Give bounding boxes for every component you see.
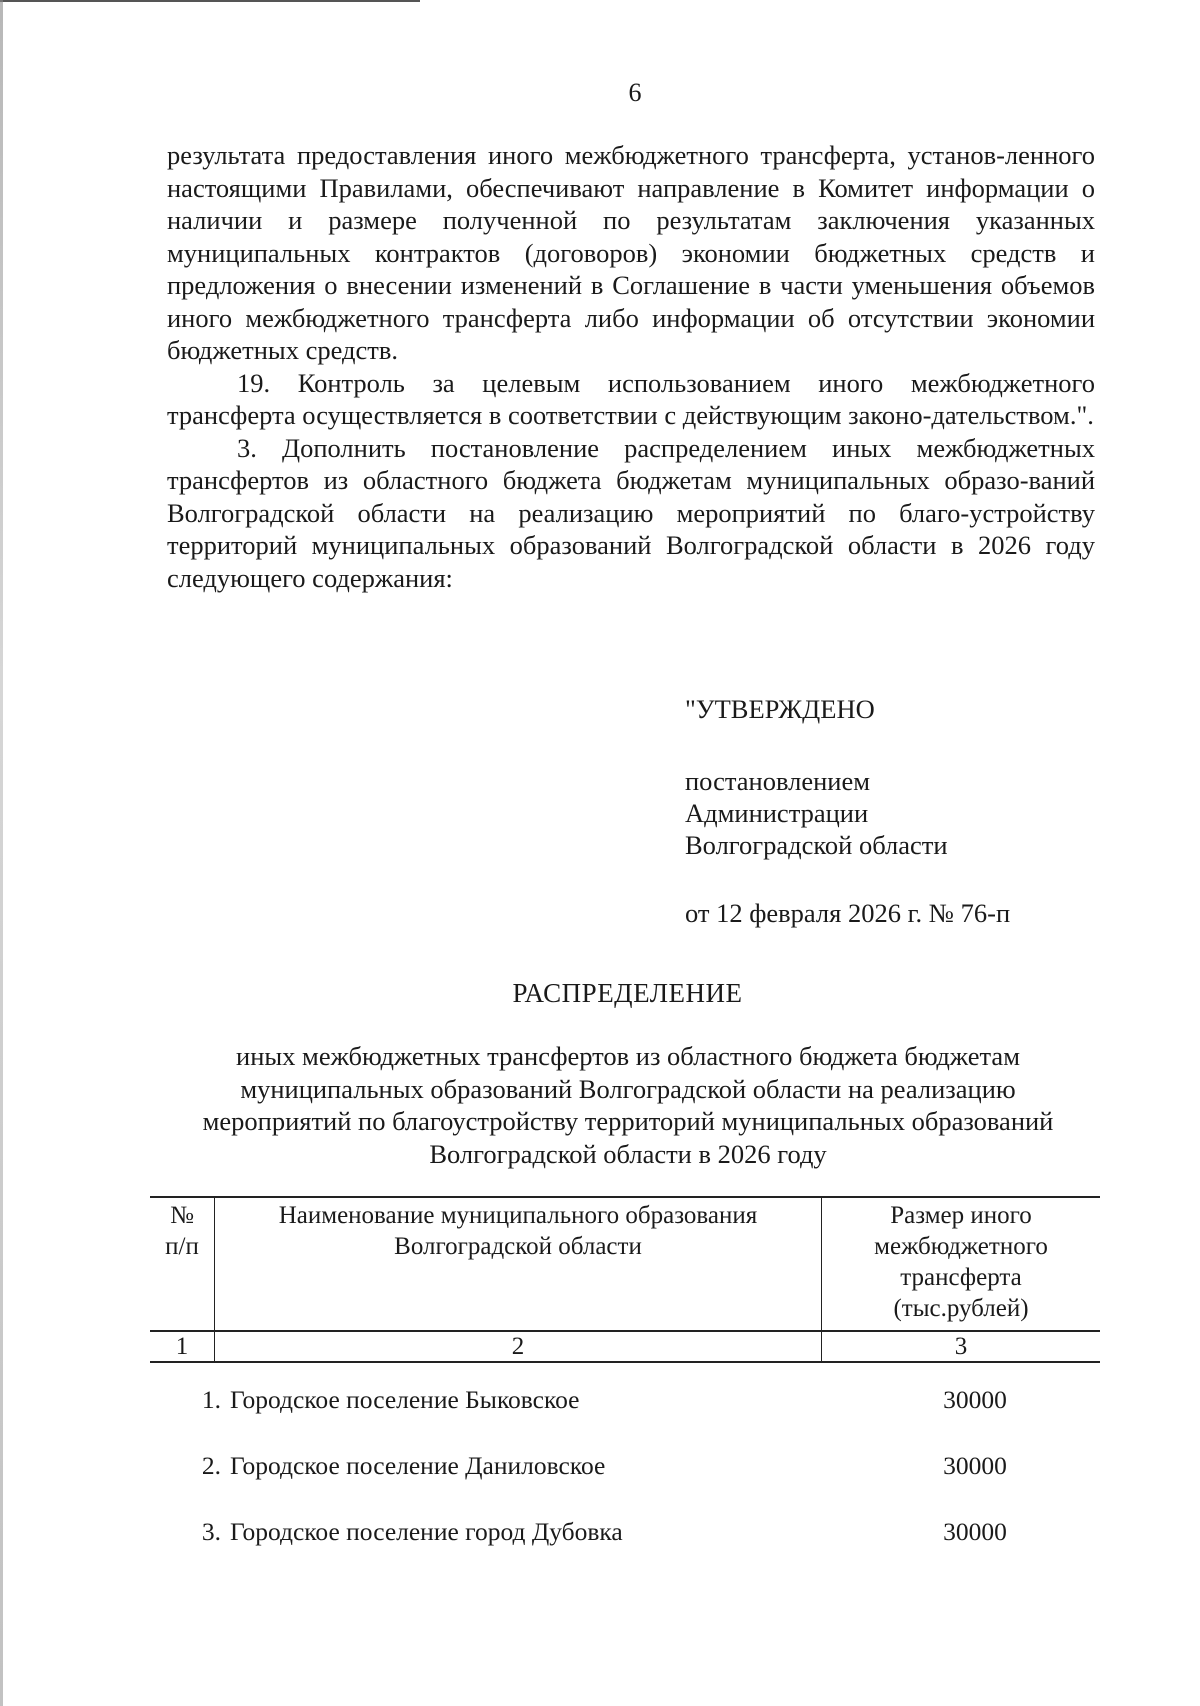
approval-date: от 12 февраля 2026 г. № 76-п	[685, 898, 1011, 928]
header-amount-line: Размер иного	[890, 1202, 1032, 1229]
paragraph-3: 3. Дополнить постановление распределением иных межбюджетных трансфертов из областного бюджета бюджетам муниципальных образо-ваний Волгоградской области на реализацию мероприятий по благо-устройству территорий муниципальных образований Волгоградской области в 2026 году следующего содержания:	[167, 432, 1095, 593]
header-number-sign: №	[170, 1202, 194, 1229]
row-number: 1.	[201, 1385, 221, 1414]
header-amount-line: (тыс.рублей)	[893, 1295, 1029, 1322]
table-row	[150, 1517, 1100, 1583]
paragraph-1: результата предоставления иного межбюджетного трансферта, установ-ленного настоящими Правилами, обеспечивают направление в Комитет информации о наличии и размере полученной по результатам заключения указанных муниципальных контрактов (договоров) экономии бюджетных средств и предложения о внесении изменений в Соглашение в части уменьшения объемов иного межбюджетного трансферта либо информации об отсутствии экономии бюджетных средств.	[167, 140, 1095, 365]
row-value: 30000	[943, 1517, 1007, 1546]
header-number-abbr: п/п	[165, 1233, 199, 1260]
column-numbers-row	[150, 1332, 1100, 1363]
header-name-line: Наименование муниципального образования	[278, 1202, 758, 1229]
table-row	[150, 1385, 1100, 1451]
header-name-line: Волгоградской области	[394, 1233, 642, 1260]
subtitle-line: Волгоградской области в 2026 году	[429, 1138, 827, 1169]
subtitle-line: муниципальных образований Волгоградской области на реализацию	[240, 1073, 1016, 1104]
row-number: 2.	[201, 1451, 221, 1480]
document-subtitle	[150, 1040, 1106, 1170]
header-name	[215, 1198, 822, 1330]
row-value: 30000	[943, 1451, 1007, 1480]
approval-line-2: Администрации	[685, 798, 869, 828]
row-name: Городское поселение город Дубовка	[230, 1517, 623, 1546]
subtitle-line: мероприятий по благоустройству территорий муниципальных образований	[202, 1106, 1054, 1136]
row-name: Городское поселение Даниловское	[230, 1451, 606, 1480]
table-body	[150, 1363, 1100, 1583]
column-number: 3	[954, 1333, 968, 1360]
header-amount-line: межбюджетного	[874, 1233, 1048, 1260]
approval-title: "УТВЕРЖДЕНО	[685, 694, 875, 724]
paragraph-2: 19. Контроль за целевым использованием иного межбюджетного трансферта осуществляется в соответствии с действующим законо-дательством.".	[167, 367, 1095, 430]
document-heading: РАСПРЕДЕЛЕНИЕ	[512, 978, 743, 1008]
body-paragraphs	[167, 139, 1095, 594]
header-number	[150, 1198, 215, 1330]
table-header	[150, 1196, 1100, 1332]
header-amount-line: трансферта	[900, 1264, 1022, 1291]
subtitle-line: иных межбюджетных трансфертов из областного бюджета бюджетам	[236, 1041, 1020, 1071]
scan-border-top	[0, 0, 420, 2]
approval-line-1: постановлением	[685, 766, 870, 796]
row-number: 3.	[201, 1517, 221, 1546]
table-row	[150, 1451, 1100, 1517]
header-amount	[822, 1198, 1100, 1330]
distribution-table	[150, 1196, 1100, 1583]
column-number: 1	[150, 1332, 215, 1361]
row-value: 30000	[943, 1385, 1007, 1414]
approval-line-3: Волгоградской области	[685, 830, 948, 860]
row-name: Городское поселение Быковское	[230, 1385, 580, 1414]
column-number: 2	[215, 1332, 822, 1361]
page-number: 6	[628, 78, 642, 107]
scan-border-left	[0, 0, 3, 1706]
